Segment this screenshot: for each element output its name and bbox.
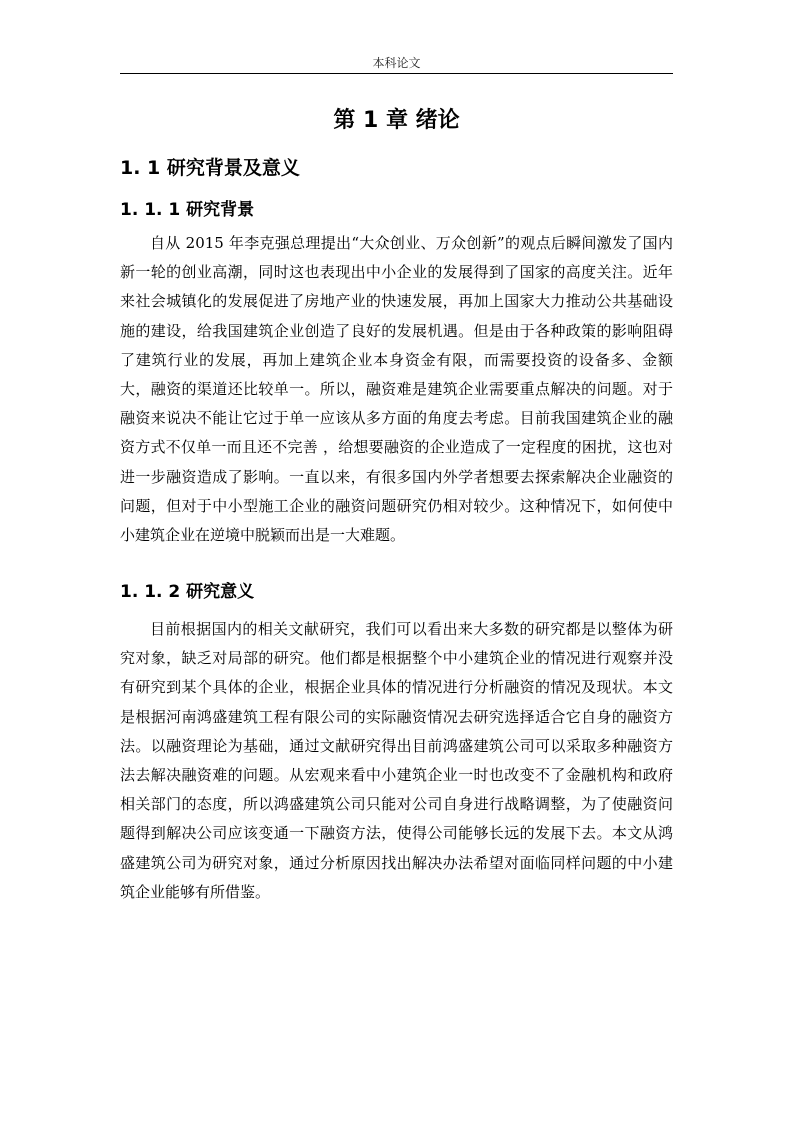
running-header: 本科论文: [372, 56, 421, 70]
header-divider: [120, 73, 673, 74]
section-heading-1-1-1: 1. 1. 1 研究背景: [120, 200, 255, 220]
paragraph-research-background: 自从 2015 年李克强总理提出“大众创业、万众创新”的观点后瞬间激发了国内新一轮的创业高潮，同时这也表现出中小企业的发展得到了国家的高度关注。近年来社会城镇化的发展促进了房地产业的快速发展，再加上国家大力推动公共基础设施的建设，给我国建筑企业创造了良好的发展机遇。但是由于各种政策的影响阻碍了建筑行业的发展，再加上建筑企业本身资金有限，而需要投资的设备多、金额大，融资的渠道还比较单一。所以，融资难是建筑企业需要重点解决的问题。对于融资来说决不能让它过于单一应该从多方面的角度去考虑。目前我国建筑企业的融资方式不仅单一而且还不完善 ，给想要融资的企业造成了一定程度的困扰，这也对进一步融资造成了影响。一直以来，有很多国内外学者想要去探索解决企业融资的问题，但对于中小型施工企业的融资问题研究仍相对较少。这种情况下，如何使中小建筑企业在逆境中脱颖而出是一大难题。: [120, 234, 673, 545]
section-heading-1-1-2: 1. 1. 2 研究意义: [120, 582, 255, 602]
chapter-title: 第 1 章 绪论: [333, 108, 460, 133]
section-heading-1-1: 1. 1 研究背景及意义: [120, 157, 300, 179]
paragraph-research-significance: 目前根据国内的相关文献研究，我们可以看出来大多数的研究都是以整体为研究对象，缺乏对局部的研究。他们都是根据整个中小建筑企业的情况进行观察并没有研究到某个具体的企业，根据企业具体的情况进行分析融资的情况及现状。本文是根据河南鸿盛建筑工程有限公司的实际融资情况去研究选择适合它自身的融资方法。以融资理论为基础，通过文献研究得出目前鸿盛建筑公司可以采取多种融资方法去解决融资难的问题。从宏观来看中小建筑企业一时也改变不了金融机构和政府相关部门的态度，所以鸿盛建筑公司只能对公司自身进行战略调整，为了使融资问题得到解决公司应该变通一下融资方法，使得公司能够长远的发展下去。本文从鸿盛建筑公司为研究对象，通过分析原因找出解决办法希望对面临同样问题的中小建筑企业能够有所借鉴。: [120, 620, 673, 901]
